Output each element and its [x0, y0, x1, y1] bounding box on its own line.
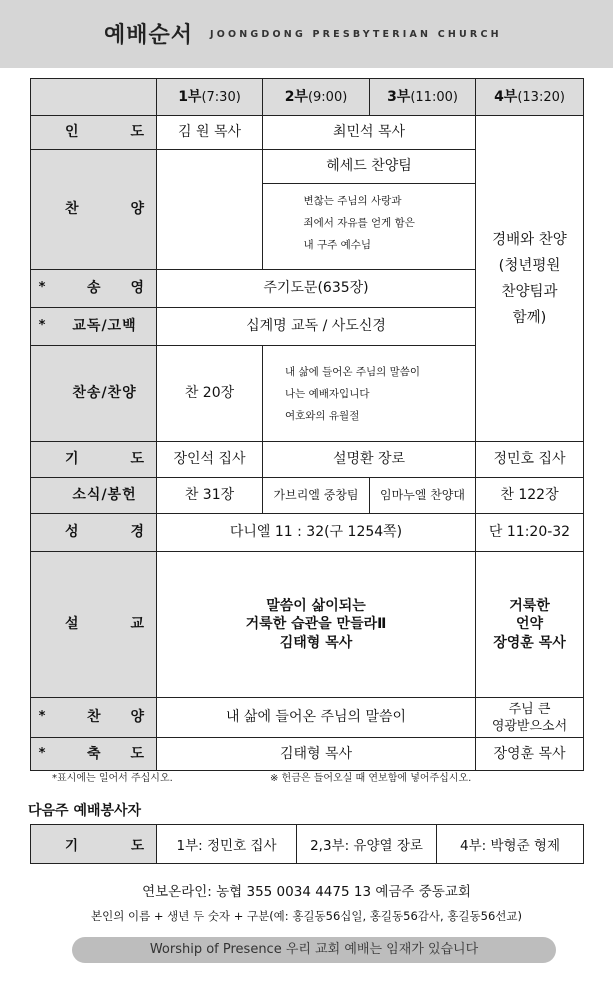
- service-1-header: 1부(7:30): [157, 79, 263, 116]
- next-week-table: [30, 824, 584, 864]
- label-prayer: 기 도: [31, 442, 157, 478]
- offering-s3: 임마누엘 찬양대: [370, 478, 476, 514]
- label-hymn: 찬송/찬양: [31, 346, 157, 442]
- label-sermon: 설 교: [31, 552, 157, 698]
- service-4-header: 4부(13:20): [476, 79, 584, 116]
- page-header: [0, 0, 613, 68]
- praise-s4: 경배와 찬양 (청년평원 찬양팀과 함께): [476, 116, 584, 442]
- next-entry-1: 1부: 정민호 집사: [157, 825, 297, 864]
- row-lead: [31, 116, 584, 150]
- row-prayer: [31, 442, 584, 478]
- reading-value: 십계명 교독 / 사도신경: [157, 308, 476, 346]
- row-benediction: [31, 738, 584, 771]
- closing-praise-s123: 내 삶에 들어온 주님의 말씀이: [157, 698, 476, 738]
- sermon-s123: 말씀이 삶이되는 거룩한 습관을 만들라Ⅱ 김태형 목사: [157, 552, 476, 698]
- label-reading: * 교독/고백: [31, 308, 157, 346]
- scripture-s4: 단 11:20-32: [476, 514, 584, 552]
- page-title: 예배순서: [104, 23, 194, 48]
- hymn-songs: 내 삶에 들어온 주님의 말씀이 나는 예배자입니다 여호와의 유월절: [263, 346, 476, 442]
- benediction-s123: 김태형 목사: [157, 738, 476, 771]
- offering-id-rule: 본인의 이름 + 생년 두 숫자 + 구분(예: 홍길동56십일, 홍길동56감사, 홍길동56선교): [91, 909, 522, 923]
- worship-banner: Worship of Presence 우리 교회 예배는 임재가 있습니다: [72, 937, 556, 963]
- label-praise: 찬 양: [31, 150, 157, 270]
- label-doxology: * 송 영: [31, 270, 157, 308]
- next-entry-3: 4부: 박형준 형제: [437, 825, 584, 864]
- label-closing-praise: * 찬 양: [31, 698, 157, 738]
- row-offering: [31, 478, 584, 514]
- label-benediction: * 축 도: [31, 738, 157, 771]
- label-offering: 소식/봉헌: [31, 478, 157, 514]
- prayer-s23: 설명환 장로: [263, 442, 476, 478]
- next-week-title: 다음주 예배봉사자: [28, 803, 142, 819]
- offering-s4: 찬 122장: [476, 478, 584, 514]
- label-next-prayer: 기 도: [31, 825, 157, 864]
- praise-songs: 변찮는 주님의 사랑과 죄에서 자유를 얻게 함은 내 구주 예수님: [370, 184, 476, 270]
- header-corner: [31, 79, 157, 116]
- church-name: JOONGDONG PRESBYTERIAN CHURCH: [210, 29, 502, 40]
- closing-praise-s4: 주님 큰 영광받으소서: [476, 698, 584, 738]
- offering-s1: 찬 31장: [157, 478, 263, 514]
- praise-team: 헤세드 찬양팀: [263, 150, 476, 184]
- next-entry-2: 2,3부: 유양열 장로: [297, 825, 437, 864]
- service-header-row: [31, 79, 584, 116]
- offering-s2: 가브리엘 중창팀: [263, 478, 370, 514]
- row-closing-praise: [31, 698, 584, 738]
- doxology-value: 주기도문(635장): [157, 270, 476, 308]
- prayer-s4: 정민호 집사: [476, 442, 584, 478]
- online-offering-info: 연보온라인: 농협 355 0034 4475 13 예금주 중동교회: [142, 884, 471, 900]
- worship-order-table: [30, 78, 584, 771]
- prayer-s1: 장인석 집사: [157, 442, 263, 478]
- next-week-row: [31, 825, 584, 864]
- offering-note: ※ 헌금은 들어오실 때 연보함에 넣어주십시오.: [270, 773, 472, 784]
- sermon-s4: 거룩한 언약 장영훈 목사: [476, 552, 584, 698]
- standing-note: *표시에는 일어서 주십시오.: [52, 773, 173, 784]
- label-lead: 인 도: [31, 116, 157, 150]
- scripture-s123: 다니엘 11 : 32(구 1254쪽): [157, 514, 476, 552]
- lead-s23: 최민석 목사: [263, 116, 476, 150]
- lead-s1: 김 원 목사: [157, 116, 263, 150]
- service-2-header: 2부(9:00): [263, 79, 370, 116]
- praise-s1: [157, 150, 263, 270]
- benediction-s4: 장영훈 목사: [476, 738, 584, 771]
- row-sermon: [31, 552, 584, 698]
- row-scripture: [31, 514, 584, 552]
- hymn-s1: 찬 20장: [157, 346, 263, 442]
- service-3-header: 3부(11:00): [370, 79, 476, 116]
- label-scripture: 성 경: [31, 514, 157, 552]
